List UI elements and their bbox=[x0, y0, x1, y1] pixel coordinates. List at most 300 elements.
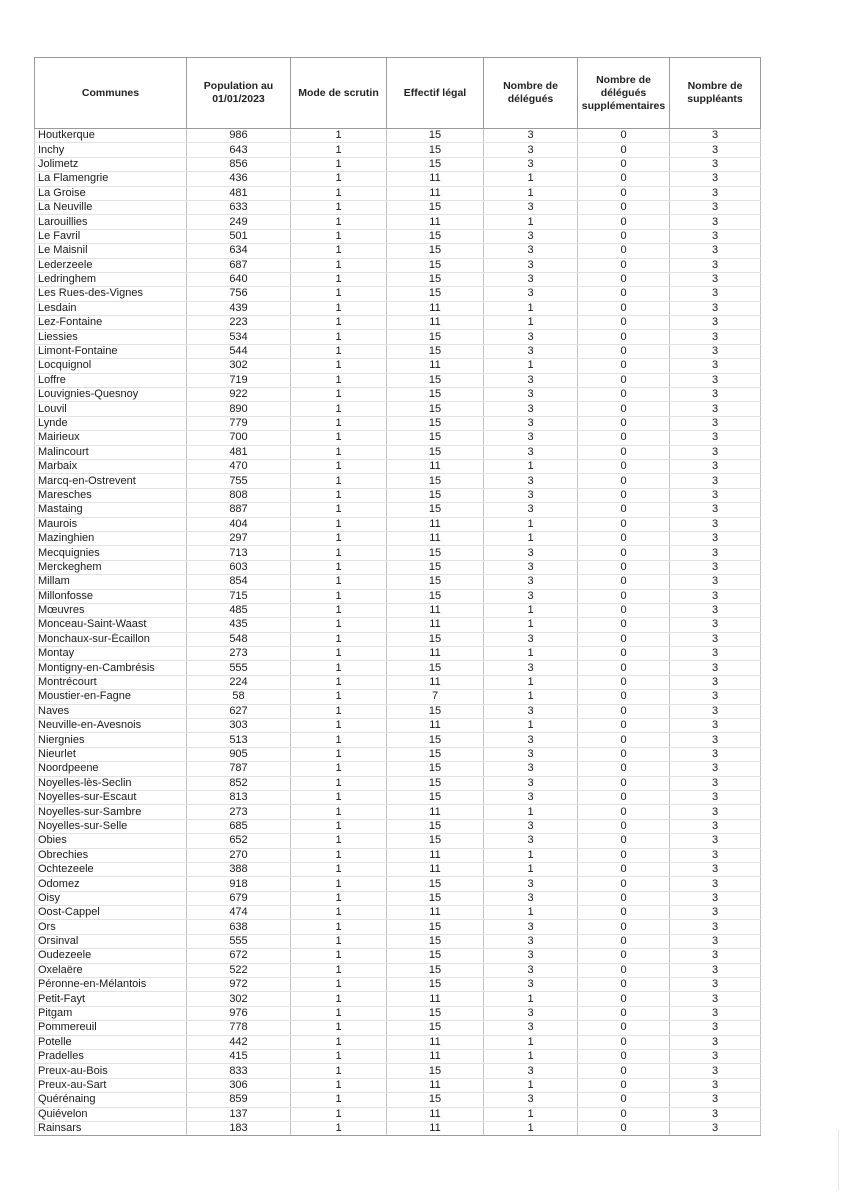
delegues-supplementaires-cell: 0 bbox=[578, 862, 670, 876]
delegues-cell: 1 bbox=[484, 992, 578, 1006]
effectif-legal-cell: 15 bbox=[387, 503, 484, 517]
delegues-supplementaires-cell: 0 bbox=[578, 388, 670, 402]
commune-cell: Odomez bbox=[35, 877, 187, 891]
suppleants-cell: 3 bbox=[670, 172, 761, 186]
delegues-supplementaires-cell: 0 bbox=[578, 517, 670, 531]
effectif-legal-cell: 11 bbox=[387, 862, 484, 876]
mode-scrutin-cell: 1 bbox=[291, 949, 387, 963]
suppleants-cell: 3 bbox=[670, 862, 761, 876]
commune-cell: Les Rues-des-Vignes bbox=[35, 287, 187, 301]
effectif-legal-cell: 15 bbox=[387, 1021, 484, 1035]
table-row bbox=[35, 819, 761, 833]
effectif-legal-cell: 15 bbox=[387, 200, 484, 214]
suppleants-cell: 3 bbox=[670, 790, 761, 804]
suppleants-cell: 3 bbox=[670, 459, 761, 473]
delegues-supplementaires-cell: 0 bbox=[578, 344, 670, 358]
suppleants-cell: 3 bbox=[670, 719, 761, 733]
delegues-supplementaires-cell: 0 bbox=[578, 647, 670, 661]
suppleants-cell: 3 bbox=[670, 963, 761, 977]
delegues-cell: 1 bbox=[484, 301, 578, 315]
mode-scrutin-cell: 1 bbox=[291, 575, 387, 589]
table-row bbox=[35, 603, 761, 617]
effectif-legal-cell: 15 bbox=[387, 747, 484, 761]
delegues-supplementaires-cell: 0 bbox=[578, 143, 670, 157]
table-row bbox=[35, 388, 761, 402]
effectif-legal-cell: 15 bbox=[387, 949, 484, 963]
effectif-legal-cell: 7 bbox=[387, 690, 484, 704]
table-row bbox=[35, 762, 761, 776]
effectif-legal-cell: 15 bbox=[387, 661, 484, 675]
mode-scrutin-cell: 1 bbox=[291, 445, 387, 459]
header-population: Population au 01/01/2023 bbox=[187, 58, 291, 129]
population-cell: 778 bbox=[187, 1021, 291, 1035]
suppleants-cell: 3 bbox=[670, 488, 761, 502]
delegues-cell: 3 bbox=[484, 776, 578, 790]
delegues-cell: 3 bbox=[484, 762, 578, 776]
table-row bbox=[35, 704, 761, 718]
effectif-legal-cell: 15 bbox=[387, 733, 484, 747]
population-cell: 485 bbox=[187, 603, 291, 617]
mode-scrutin-cell: 1 bbox=[291, 891, 387, 905]
table-row bbox=[35, 272, 761, 286]
commune-cell: Preux-au-Bois bbox=[35, 1064, 187, 1078]
commune-cell: Loffre bbox=[35, 373, 187, 387]
suppleants-cell: 3 bbox=[670, 675, 761, 689]
suppleants-cell: 3 bbox=[670, 632, 761, 646]
effectif-legal-cell: 15 bbox=[387, 229, 484, 243]
delegues-supplementaires-cell: 0 bbox=[578, 488, 670, 502]
delegues-cell: 3 bbox=[484, 474, 578, 488]
effectif-legal-cell: 11 bbox=[387, 301, 484, 315]
delegues-cell: 3 bbox=[484, 445, 578, 459]
effectif-legal-cell: 15 bbox=[387, 344, 484, 358]
effectif-legal-cell: 15 bbox=[387, 920, 484, 934]
delegues-supplementaires-cell: 0 bbox=[578, 1064, 670, 1078]
population-cell: 439 bbox=[187, 301, 291, 315]
delegues-supplementaires-cell: 0 bbox=[578, 431, 670, 445]
commune-cell: Houtkerque bbox=[35, 129, 187, 143]
population-cell: 603 bbox=[187, 560, 291, 574]
effectif-legal-cell: 15 bbox=[387, 560, 484, 574]
mode-scrutin-cell: 1 bbox=[291, 877, 387, 891]
mode-scrutin-cell: 1 bbox=[291, 560, 387, 574]
effectif-legal-cell: 15 bbox=[387, 431, 484, 445]
suppleants-cell: 3 bbox=[670, 1064, 761, 1078]
commune-cell: Naves bbox=[35, 704, 187, 718]
delegues-cell: 3 bbox=[484, 1093, 578, 1107]
mode-scrutin-cell: 1 bbox=[291, 1021, 387, 1035]
table-row bbox=[35, 690, 761, 704]
commune-cell: Ors bbox=[35, 920, 187, 934]
population-cell: 273 bbox=[187, 647, 291, 661]
effectif-legal-cell: 15 bbox=[387, 877, 484, 891]
delegues-cell: 3 bbox=[484, 143, 578, 157]
mode-scrutin-cell: 1 bbox=[291, 459, 387, 473]
delegues-cell: 3 bbox=[484, 560, 578, 574]
delegues-cell: 3 bbox=[484, 431, 578, 445]
delegues-supplementaires-cell: 0 bbox=[578, 618, 670, 632]
delegues-cell: 3 bbox=[484, 877, 578, 891]
table-row bbox=[35, 1006, 761, 1020]
delegues-supplementaires-cell: 0 bbox=[578, 272, 670, 286]
effectif-legal-cell: 11 bbox=[387, 647, 484, 661]
suppleants-cell: 3 bbox=[670, 603, 761, 617]
table-row bbox=[35, 834, 761, 848]
effectif-legal-cell: 11 bbox=[387, 1078, 484, 1092]
delegues-supplementaires-cell: 0 bbox=[578, 1121, 670, 1135]
delegues-cell: 3 bbox=[484, 819, 578, 833]
suppleants-cell: 3 bbox=[670, 229, 761, 243]
commune-cell: Petit-Fayt bbox=[35, 992, 187, 1006]
table-row bbox=[35, 747, 761, 761]
delegues-cell: 3 bbox=[484, 488, 578, 502]
header-delegues-supplementaires: Nombre de délégués supplémentaires bbox=[578, 58, 670, 129]
population-cell: 922 bbox=[187, 388, 291, 402]
header-mode-de-scrutin: Mode de scrutin bbox=[291, 58, 387, 129]
table-row bbox=[35, 546, 761, 560]
commune-cell: Montrécourt bbox=[35, 675, 187, 689]
mode-scrutin-cell: 1 bbox=[291, 186, 387, 200]
mode-scrutin-cell: 1 bbox=[291, 531, 387, 545]
table-header-row bbox=[35, 58, 761, 129]
mode-scrutin-cell: 1 bbox=[291, 632, 387, 646]
mode-scrutin-cell: 1 bbox=[291, 819, 387, 833]
suppleants-cell: 3 bbox=[670, 647, 761, 661]
mode-scrutin-cell: 1 bbox=[291, 805, 387, 819]
delegues-supplementaires-cell: 0 bbox=[578, 704, 670, 718]
effectif-legal-cell: 15 bbox=[387, 474, 484, 488]
delegues-cell: 3 bbox=[484, 287, 578, 301]
population-cell: 548 bbox=[187, 632, 291, 646]
delegues-supplementaires-cell: 0 bbox=[578, 776, 670, 790]
delegues-cell: 1 bbox=[484, 531, 578, 545]
effectif-legal-cell: 15 bbox=[387, 790, 484, 804]
delegues-supplementaires-cell: 0 bbox=[578, 215, 670, 229]
suppleants-cell: 3 bbox=[670, 474, 761, 488]
delegues-supplementaires-cell: 0 bbox=[578, 934, 670, 948]
suppleants-cell: 3 bbox=[670, 330, 761, 344]
commune-cell: Montigny-en-Cambrésis bbox=[35, 661, 187, 675]
mode-scrutin-cell: 1 bbox=[291, 172, 387, 186]
commune-cell: Montay bbox=[35, 647, 187, 661]
population-cell: 270 bbox=[187, 848, 291, 862]
delegues-supplementaires-cell: 0 bbox=[578, 503, 670, 517]
suppleants-cell: 3 bbox=[670, 589, 761, 603]
commune-cell: Rainsars bbox=[35, 1121, 187, 1135]
effectif-legal-cell: 15 bbox=[387, 704, 484, 718]
table-row bbox=[35, 675, 761, 689]
table-row bbox=[35, 459, 761, 473]
table-row bbox=[35, 992, 761, 1006]
suppleants-cell: 3 bbox=[670, 618, 761, 632]
population-cell: 513 bbox=[187, 733, 291, 747]
delegues-cell: 1 bbox=[484, 805, 578, 819]
mode-scrutin-cell: 1 bbox=[291, 862, 387, 876]
delegues-cell: 3 bbox=[484, 330, 578, 344]
effectif-legal-cell: 15 bbox=[387, 258, 484, 272]
population-cell: 833 bbox=[187, 1064, 291, 1078]
suppleants-cell: 3 bbox=[670, 373, 761, 387]
table-row bbox=[35, 373, 761, 387]
delegues-cell: 3 bbox=[484, 747, 578, 761]
delegues-cell: 3 bbox=[484, 949, 578, 963]
effectif-legal-cell: 11 bbox=[387, 186, 484, 200]
suppleants-cell: 3 bbox=[670, 186, 761, 200]
effectif-legal-cell: 15 bbox=[387, 129, 484, 143]
commune-cell: Mœuvres bbox=[35, 603, 187, 617]
mode-scrutin-cell: 1 bbox=[291, 229, 387, 243]
mode-scrutin-cell: 1 bbox=[291, 690, 387, 704]
suppleants-cell: 3 bbox=[670, 762, 761, 776]
population-cell: 713 bbox=[187, 546, 291, 560]
population-cell: 854 bbox=[187, 575, 291, 589]
population-cell: 297 bbox=[187, 531, 291, 545]
delegues-supplementaires-cell: 0 bbox=[578, 301, 670, 315]
commune-cell: Quiévelon bbox=[35, 1107, 187, 1121]
mode-scrutin-cell: 1 bbox=[291, 503, 387, 517]
delegues-supplementaires-cell: 0 bbox=[578, 1093, 670, 1107]
delegues-cell: 1 bbox=[484, 1035, 578, 1049]
mode-scrutin-cell: 1 bbox=[291, 431, 387, 445]
suppleants-cell: 3 bbox=[670, 1121, 761, 1135]
effectif-legal-cell: 15 bbox=[387, 445, 484, 459]
table-row bbox=[35, 805, 761, 819]
table-row bbox=[35, 244, 761, 258]
effectif-legal-cell: 15 bbox=[387, 244, 484, 258]
delegues-supplementaires-cell: 0 bbox=[578, 445, 670, 459]
effectif-legal-cell: 11 bbox=[387, 906, 484, 920]
population-cell: 302 bbox=[187, 992, 291, 1006]
commune-cell: La Groise bbox=[35, 186, 187, 200]
population-cell: 404 bbox=[187, 517, 291, 531]
effectif-legal-cell: 11 bbox=[387, 172, 484, 186]
mode-scrutin-cell: 1 bbox=[291, 359, 387, 373]
suppleants-cell: 3 bbox=[670, 733, 761, 747]
population-cell: 633 bbox=[187, 200, 291, 214]
commune-cell: Mecquignies bbox=[35, 546, 187, 560]
mode-scrutin-cell: 1 bbox=[291, 546, 387, 560]
table-row bbox=[35, 359, 761, 373]
delegues-cell: 1 bbox=[484, 719, 578, 733]
commune-cell: Monceau-Saint-Waast bbox=[35, 618, 187, 632]
table-row bbox=[35, 344, 761, 358]
commune-cell: Péronne-en-Mélantois bbox=[35, 978, 187, 992]
table-row bbox=[35, 517, 761, 531]
suppleants-cell: 3 bbox=[670, 1021, 761, 1035]
commune-cell: Pradelles bbox=[35, 1050, 187, 1064]
delegues-cell: 1 bbox=[484, 172, 578, 186]
effectif-legal-cell: 15 bbox=[387, 1006, 484, 1020]
mode-scrutin-cell: 1 bbox=[291, 330, 387, 344]
effectif-legal-cell: 11 bbox=[387, 805, 484, 819]
delegues-supplementaires-cell: 0 bbox=[578, 416, 670, 430]
suppleants-cell: 3 bbox=[670, 776, 761, 790]
population-cell: 544 bbox=[187, 344, 291, 358]
suppleants-cell: 3 bbox=[670, 934, 761, 948]
suppleants-cell: 3 bbox=[670, 1093, 761, 1107]
population-cell: 687 bbox=[187, 258, 291, 272]
delegues-supplementaires-cell: 0 bbox=[578, 877, 670, 891]
population-cell: 715 bbox=[187, 589, 291, 603]
mode-scrutin-cell: 1 bbox=[291, 1035, 387, 1049]
commune-cell: Millonfosse bbox=[35, 589, 187, 603]
delegues-cell: 3 bbox=[484, 661, 578, 675]
suppleants-cell: 3 bbox=[670, 244, 761, 258]
table-row bbox=[35, 719, 761, 733]
delegues-cell: 3 bbox=[484, 503, 578, 517]
effectif-legal-cell: 11 bbox=[387, 531, 484, 545]
delegues-supplementaires-cell: 0 bbox=[578, 906, 670, 920]
delegues-supplementaires-cell: 0 bbox=[578, 747, 670, 761]
mode-scrutin-cell: 1 bbox=[291, 373, 387, 387]
delegues-supplementaires-cell: 0 bbox=[578, 790, 670, 804]
effectif-legal-cell: 11 bbox=[387, 992, 484, 1006]
mode-scrutin-cell: 1 bbox=[291, 517, 387, 531]
table-row bbox=[35, 445, 761, 459]
table-row bbox=[35, 488, 761, 502]
delegues-supplementaires-cell: 0 bbox=[578, 229, 670, 243]
commune-cell: Millam bbox=[35, 575, 187, 589]
effectif-legal-cell: 15 bbox=[387, 287, 484, 301]
suppleants-cell: 3 bbox=[670, 344, 761, 358]
communes-table bbox=[34, 57, 761, 1136]
suppleants-cell: 3 bbox=[670, 1107, 761, 1121]
commune-cell: Maresches bbox=[35, 488, 187, 502]
delegues-supplementaires-cell: 0 bbox=[578, 978, 670, 992]
delegues-cell: 3 bbox=[484, 978, 578, 992]
suppleants-cell: 3 bbox=[670, 503, 761, 517]
population-cell: 470 bbox=[187, 459, 291, 473]
delegues-supplementaires-cell: 0 bbox=[578, 762, 670, 776]
table-row bbox=[35, 733, 761, 747]
effectif-legal-cell: 15 bbox=[387, 402, 484, 416]
population-cell: 481 bbox=[187, 186, 291, 200]
table-row bbox=[35, 287, 761, 301]
effectif-legal-cell: 15 bbox=[387, 1064, 484, 1078]
commune-cell: Noyelles-sur-Escaut bbox=[35, 790, 187, 804]
effectif-legal-cell: 11 bbox=[387, 848, 484, 862]
effectif-legal-cell: 15 bbox=[387, 272, 484, 286]
mode-scrutin-cell: 1 bbox=[291, 287, 387, 301]
population-cell: 918 bbox=[187, 877, 291, 891]
population-cell: 501 bbox=[187, 229, 291, 243]
delegues-supplementaires-cell: 0 bbox=[578, 719, 670, 733]
mode-scrutin-cell: 1 bbox=[291, 934, 387, 948]
table-row bbox=[35, 877, 761, 891]
table-row bbox=[35, 215, 761, 229]
population-cell: 223 bbox=[187, 316, 291, 330]
header-communes: Communes bbox=[35, 58, 187, 129]
effectif-legal-cell: 15 bbox=[387, 1093, 484, 1107]
delegues-supplementaires-cell: 0 bbox=[578, 474, 670, 488]
effectif-legal-cell: 11 bbox=[387, 517, 484, 531]
suppleants-cell: 3 bbox=[670, 575, 761, 589]
delegues-supplementaires-cell: 0 bbox=[578, 589, 670, 603]
table-row bbox=[35, 229, 761, 243]
commune-cell: Noyelles-lès-Seclin bbox=[35, 776, 187, 790]
delegues-supplementaires-cell: 0 bbox=[578, 891, 670, 905]
population-cell: 700 bbox=[187, 431, 291, 445]
population-cell: 302 bbox=[187, 359, 291, 373]
mode-scrutin-cell: 1 bbox=[291, 474, 387, 488]
effectif-legal-cell: 11 bbox=[387, 359, 484, 373]
table-row bbox=[35, 1093, 761, 1107]
delegues-supplementaires-cell: 0 bbox=[578, 157, 670, 171]
delegues-cell: 1 bbox=[484, 1121, 578, 1135]
commune-cell: Ledringhem bbox=[35, 272, 187, 286]
commune-cell: Moustier-en-Fagne bbox=[35, 690, 187, 704]
delegues-supplementaires-cell: 0 bbox=[578, 316, 670, 330]
mode-scrutin-cell: 1 bbox=[291, 589, 387, 603]
population-cell: 813 bbox=[187, 790, 291, 804]
commune-cell: Noyelles-sur-Selle bbox=[35, 819, 187, 833]
mode-scrutin-cell: 1 bbox=[291, 388, 387, 402]
delegues-cell: 1 bbox=[484, 215, 578, 229]
mode-scrutin-cell: 1 bbox=[291, 603, 387, 617]
effectif-legal-cell: 15 bbox=[387, 330, 484, 344]
suppleants-cell: 3 bbox=[670, 431, 761, 445]
mode-scrutin-cell: 1 bbox=[291, 344, 387, 358]
effectif-legal-cell: 15 bbox=[387, 819, 484, 833]
commune-cell: Liessies bbox=[35, 330, 187, 344]
mode-scrutin-cell: 1 bbox=[291, 992, 387, 1006]
mode-scrutin-cell: 1 bbox=[291, 1064, 387, 1078]
delegues-cell: 1 bbox=[484, 848, 578, 862]
delegues-cell: 3 bbox=[484, 575, 578, 589]
effectif-legal-cell: 11 bbox=[387, 316, 484, 330]
effectif-legal-cell: 15 bbox=[387, 963, 484, 977]
delegues-cell: 1 bbox=[484, 316, 578, 330]
commune-cell: Nieurlet bbox=[35, 747, 187, 761]
population-cell: 890 bbox=[187, 402, 291, 416]
effectif-legal-cell: 15 bbox=[387, 978, 484, 992]
delegues-supplementaires-cell: 0 bbox=[578, 575, 670, 589]
suppleants-cell: 3 bbox=[670, 992, 761, 1006]
mode-scrutin-cell: 1 bbox=[291, 1093, 387, 1107]
population-cell: 522 bbox=[187, 963, 291, 977]
suppleants-cell: 3 bbox=[670, 747, 761, 761]
effectif-legal-cell: 11 bbox=[387, 618, 484, 632]
delegues-supplementaires-cell: 0 bbox=[578, 1050, 670, 1064]
population-cell: 640 bbox=[187, 272, 291, 286]
table-row bbox=[35, 330, 761, 344]
page-edge-mark bbox=[838, 1130, 839, 1190]
delegues-supplementaires-cell: 0 bbox=[578, 258, 670, 272]
suppleants-cell: 3 bbox=[670, 848, 761, 862]
population-cell: 638 bbox=[187, 920, 291, 934]
mode-scrutin-cell: 1 bbox=[291, 647, 387, 661]
effectif-legal-cell: 11 bbox=[387, 459, 484, 473]
commune-cell: Quérénaing bbox=[35, 1093, 187, 1107]
table-row bbox=[35, 920, 761, 934]
delegues-supplementaires-cell: 0 bbox=[578, 819, 670, 833]
mode-scrutin-cell: 1 bbox=[291, 719, 387, 733]
population-cell: 534 bbox=[187, 330, 291, 344]
mode-scrutin-cell: 1 bbox=[291, 215, 387, 229]
effectif-legal-cell: 15 bbox=[387, 891, 484, 905]
suppleants-cell: 3 bbox=[670, 1078, 761, 1092]
suppleants-cell: 3 bbox=[670, 1006, 761, 1020]
suppleants-cell: 3 bbox=[670, 560, 761, 574]
population-cell: 481 bbox=[187, 445, 291, 459]
effectif-legal-cell: 15 bbox=[387, 776, 484, 790]
delegues-cell: 3 bbox=[484, 733, 578, 747]
header-effectif-legal: Effectif légal bbox=[387, 58, 484, 129]
population-cell: 756 bbox=[187, 287, 291, 301]
effectif-legal-cell: 11 bbox=[387, 1035, 484, 1049]
commune-cell: Malincourt bbox=[35, 445, 187, 459]
table-row bbox=[35, 416, 761, 430]
